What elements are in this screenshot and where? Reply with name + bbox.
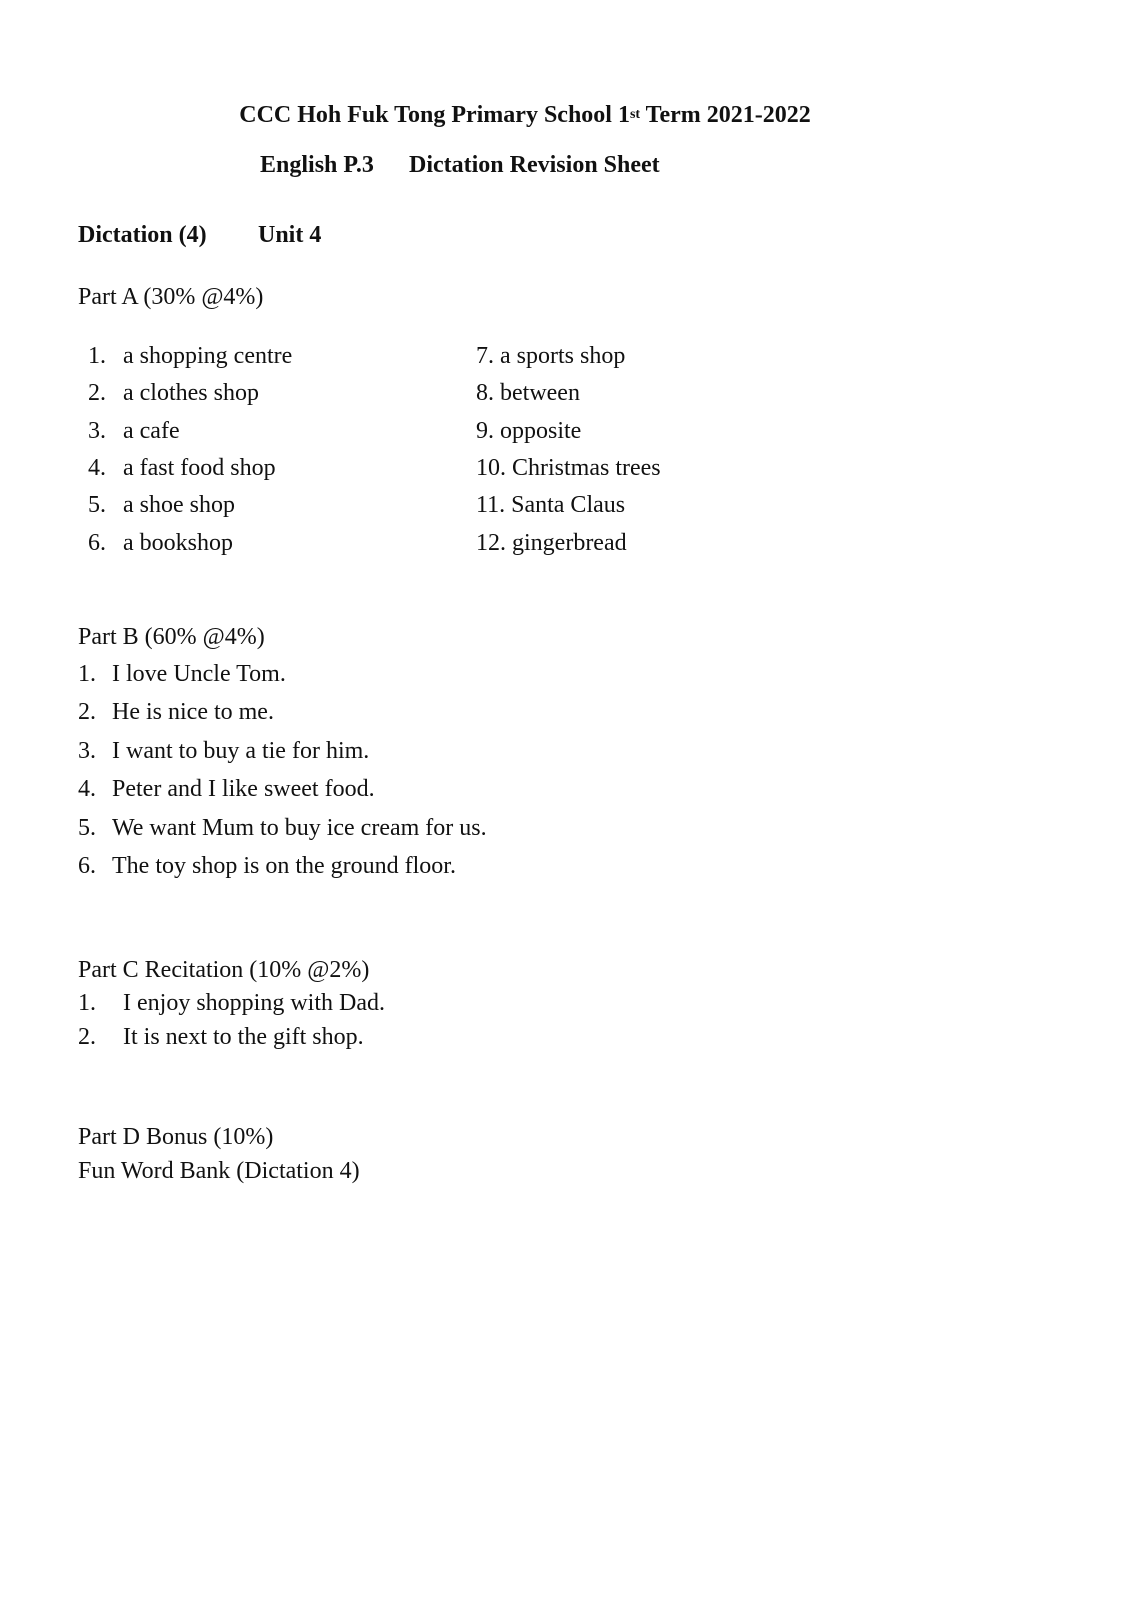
item-text: a shopping centre xyxy=(123,343,293,369)
list-item xyxy=(476,418,581,445)
list-item xyxy=(78,815,487,842)
item-text: It is next to the gift shop. xyxy=(123,1024,364,1050)
part-c-heading: Part C Recitation (10% @2%) xyxy=(78,957,370,983)
item-text: a bookshop xyxy=(123,530,233,556)
part-a-heading: Part A (30% @4%) xyxy=(78,284,264,310)
page-title xyxy=(0,102,1050,129)
item-number: 9. xyxy=(476,418,494,444)
list-item xyxy=(78,738,369,765)
page-title-main: CCC Hoh Fuk Tong Primary School 1 xyxy=(239,102,630,128)
item-number: 4. xyxy=(88,455,106,481)
item-number: 2. xyxy=(78,1024,96,1050)
list-item xyxy=(78,990,385,1017)
item-number: 2. xyxy=(88,380,106,406)
item-text: I love Uncle Tom. xyxy=(112,661,286,687)
item-number: 6. xyxy=(88,530,106,556)
list-item xyxy=(88,530,233,557)
item-text: a sports shop xyxy=(500,343,626,369)
item-text: Santa Claus xyxy=(511,492,626,518)
word-bank-line: Fun Word Bank (Dictation 4) xyxy=(78,1158,360,1184)
list-item xyxy=(88,455,276,482)
item-number: 3. xyxy=(88,418,106,444)
item-number: 4. xyxy=(78,776,96,802)
list-item xyxy=(476,455,661,482)
item-number: 2. xyxy=(78,699,96,725)
page-title-ordinal: st xyxy=(629,107,641,122)
list-item xyxy=(88,343,292,370)
item-number: 1. xyxy=(88,343,106,369)
list-item xyxy=(78,853,456,880)
item-number: 3. xyxy=(78,738,96,764)
item-number: 12. xyxy=(476,530,506,556)
item-number: 11. xyxy=(476,492,506,518)
item-number: 1. xyxy=(78,990,96,1016)
list-item xyxy=(88,492,235,519)
unit-label: Unit 4 xyxy=(258,222,322,248)
list-item xyxy=(476,492,625,519)
subtitle-subject: English P.3 xyxy=(260,152,374,178)
item-text: gingerbread xyxy=(512,530,627,556)
list-item xyxy=(78,661,286,688)
list-item xyxy=(78,776,375,803)
item-number: 7. xyxy=(476,343,494,369)
list-item xyxy=(476,380,580,407)
item-text: a shoe shop xyxy=(123,492,235,518)
item-text: a fast food shop xyxy=(123,455,276,481)
part-d-heading: Part D Bonus (10%) xyxy=(78,1124,274,1150)
page-title-term: Term 2021-2022 xyxy=(640,102,811,128)
item-text: The toy shop is on the ground floor. xyxy=(112,853,456,879)
list-item xyxy=(78,1024,364,1051)
item-number: 5. xyxy=(78,815,96,841)
item-text: between xyxy=(500,380,580,406)
item-text: Peter and I like sweet food. xyxy=(112,776,375,802)
part-b-heading: Part B (60% @4%) xyxy=(78,624,265,650)
list-item xyxy=(476,530,627,557)
list-item xyxy=(88,418,180,445)
item-number: 1. xyxy=(78,661,96,687)
item-number: 8. xyxy=(476,380,494,406)
item-text: Christmas trees xyxy=(512,455,661,481)
item-text: I enjoy shopping with Dad. xyxy=(123,990,385,1016)
item-number: 5. xyxy=(88,492,106,518)
list-item xyxy=(78,699,274,726)
item-text: I want to buy a tie for him. xyxy=(112,738,370,764)
dictation-label: Dictation (4) xyxy=(78,222,207,248)
list-item xyxy=(88,380,259,407)
item-number: 10. xyxy=(476,455,506,481)
item-text: We want Mum to buy ice cream for us. xyxy=(112,815,487,841)
list-item xyxy=(476,343,625,370)
item-number: 6. xyxy=(78,853,96,879)
subtitle-sheet: Dictation Revision Sheet xyxy=(409,152,660,178)
item-text: a clothes shop xyxy=(123,380,259,406)
item-text: opposite xyxy=(500,418,582,444)
item-text: a cafe xyxy=(123,418,180,444)
item-text: He is nice to me. xyxy=(112,699,274,725)
